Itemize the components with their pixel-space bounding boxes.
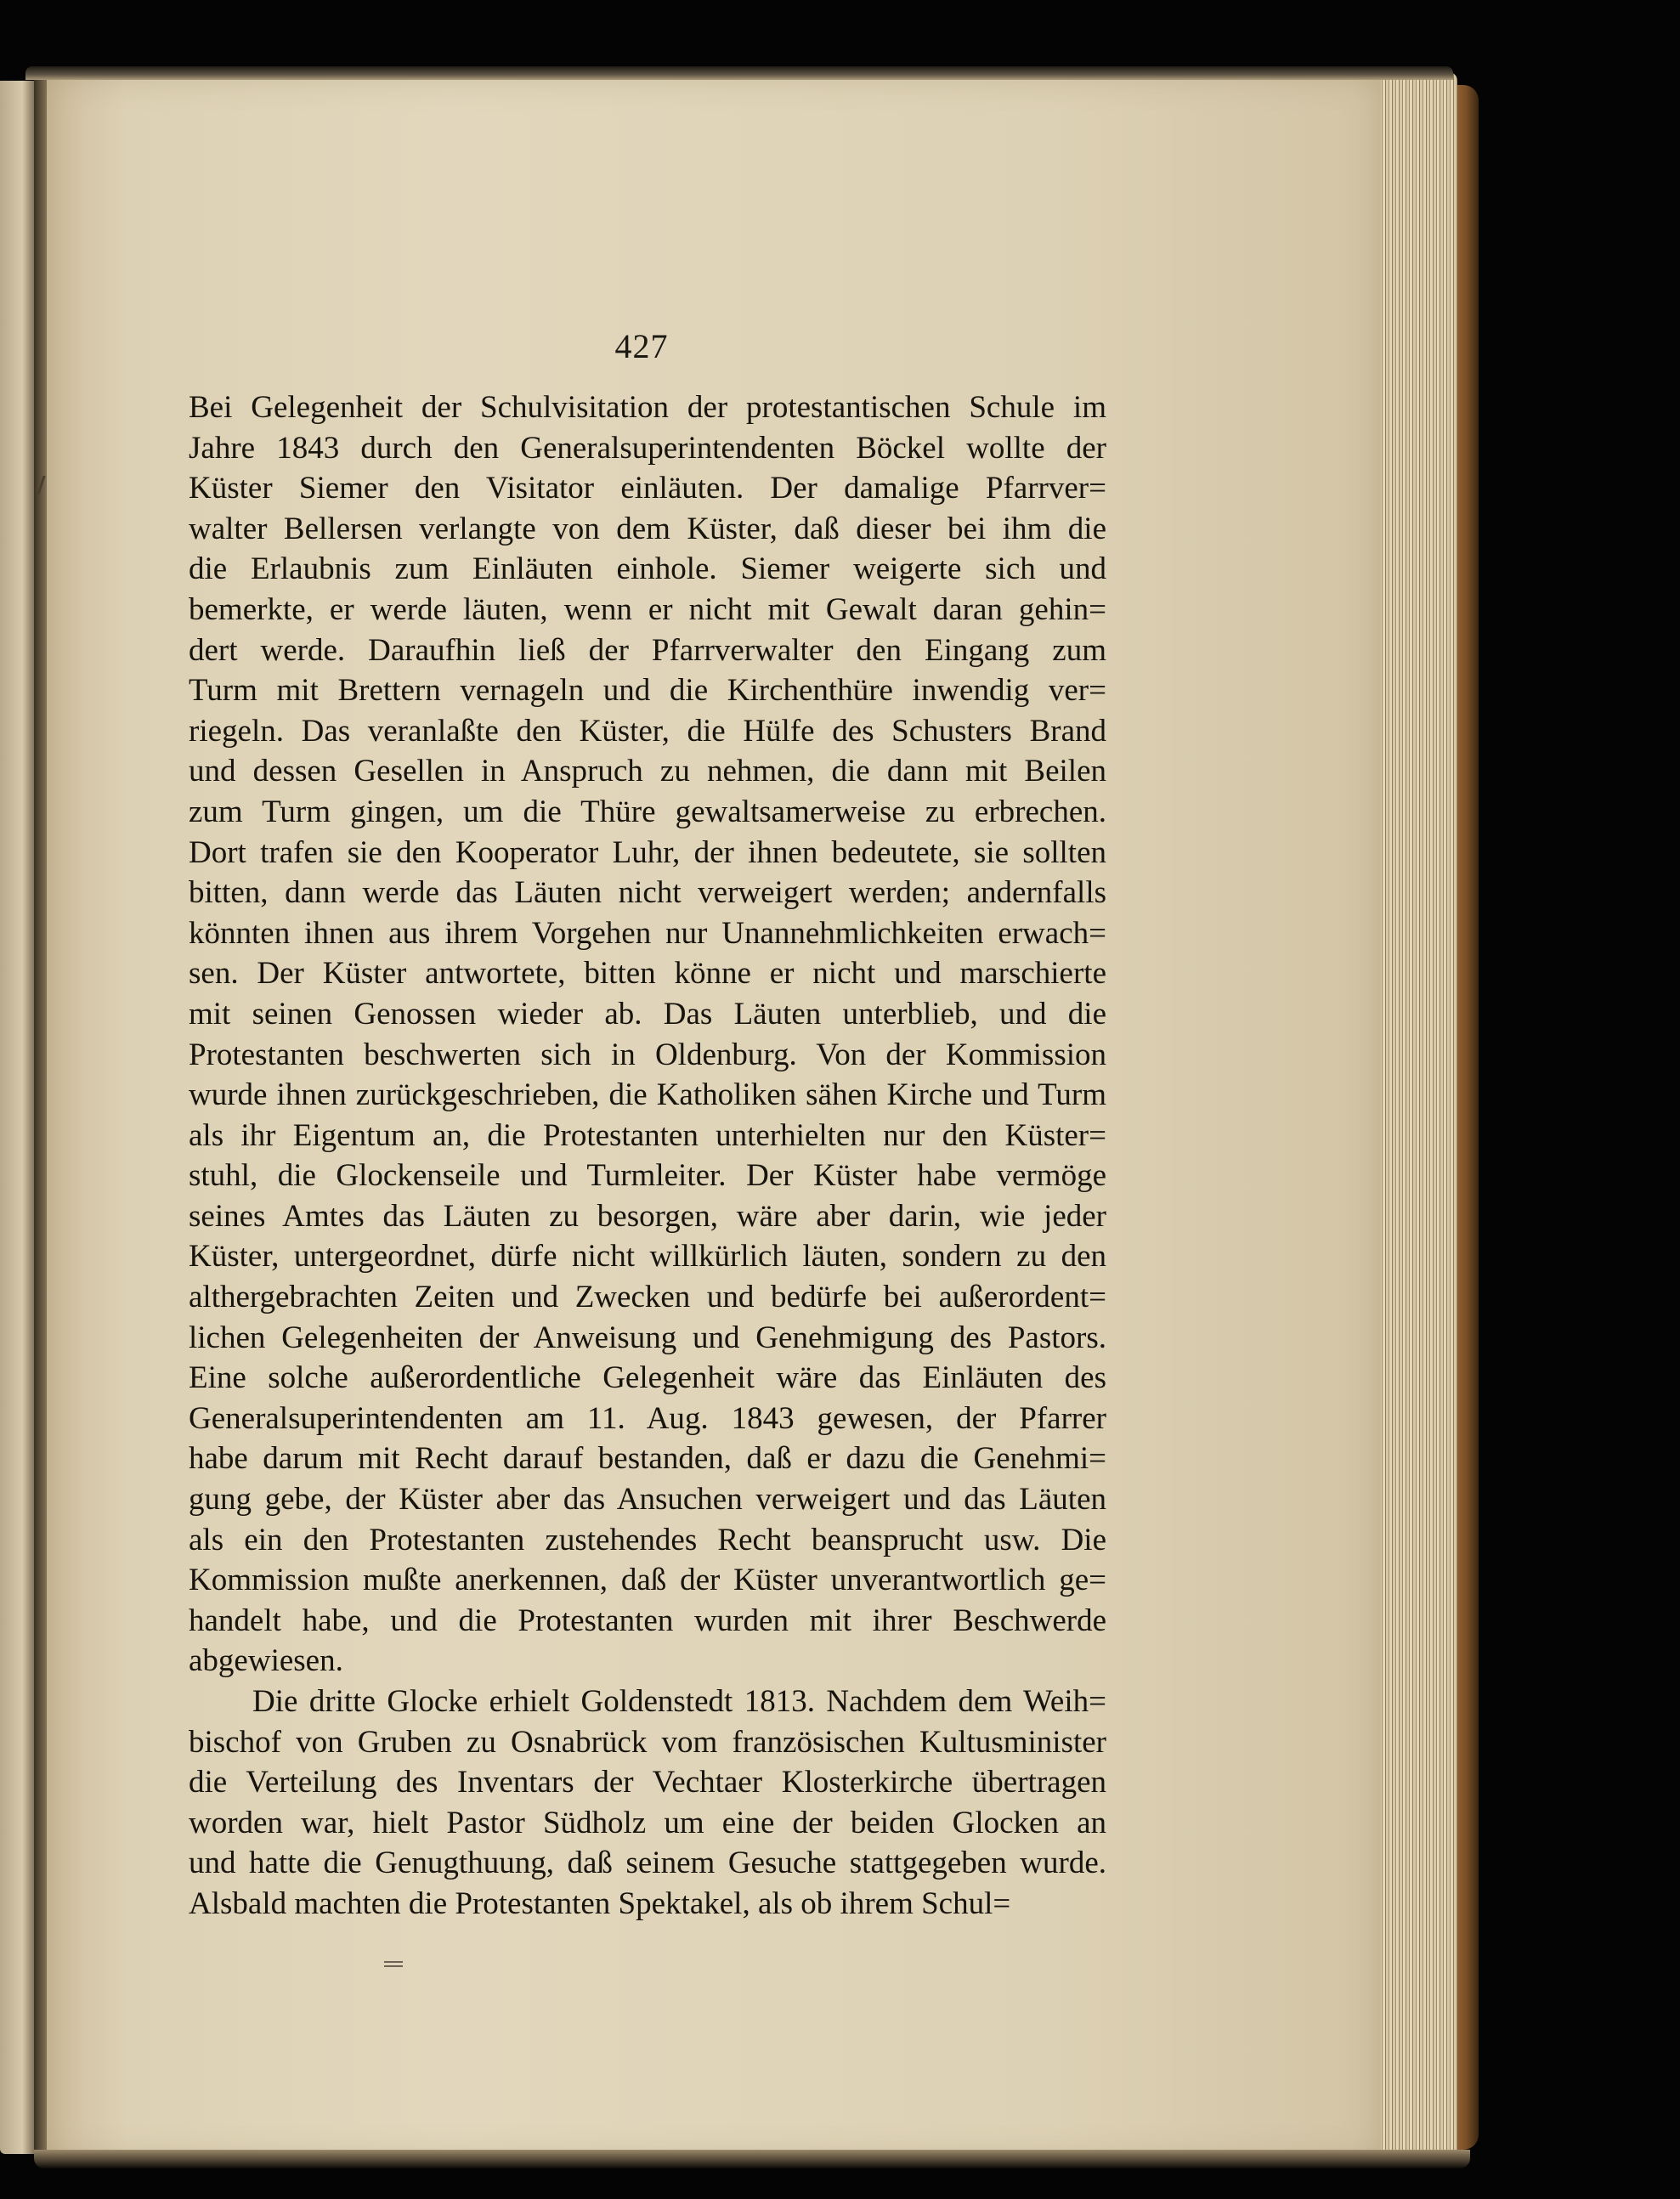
text-line: Bei Gelegenheit der Schulvisitation der protestantischen Schule im	[189, 390, 1106, 425]
text-line: dert werde. Daraufhin ließ der Pfarrverwalter den Eingang zum	[189, 632, 1106, 668]
text-line: Küster, untergeordnet, dürfe nicht willkürlich läuten, sondern zu den	[189, 1239, 1106, 1275]
text-line: wurde ihnen zurückgeschrieben, die Katholiken sähen Kirche und Turm	[189, 1077, 1106, 1113]
text-line: Dort trafen sie den Kooperator Luhr, der ihnen bedeutete, sie sollten	[189, 834, 1106, 870]
text-line: bischof von Gruben zu Osnabrück vom französischen Kultusminister	[189, 1724, 1106, 1760]
text-line: könnten ihnen aus ihrem Vorgehen nur Unannehmlichkeiten erwach=	[189, 915, 1106, 951]
text-line: Alsbald machten die Protestanten Spektakel, als ob ihrem Schul=	[189, 1885, 1011, 1921]
text-line: Turm mit Brettern vernageln und die Kirchenthüre inwendig ver=	[189, 673, 1106, 709]
text-line: Kommission mußte anerkennen, daß der Küster unverantwortlich ge=	[189, 1563, 1106, 1598]
text-line: bitten, dann werde das Läuten nicht verweigert werden; andernfalls	[189, 875, 1106, 911]
text-line: als ein den Protestanten zustehendes Recht beansprucht usw. Die	[189, 1522, 1106, 1557]
text-line: Die dritte Glocke erhielt Goldenstedt 1813. Nachdem dem Weih=	[252, 1684, 1106, 1719]
text-line: bemerkte, er werde läuten, wenn er nicht mit Gewalt daran gehin=	[189, 591, 1106, 627]
text-line: riegeln. Das veranlaßte den Küster, die Hülfe des Schusters Brand	[189, 713, 1106, 749]
text-line: als ihr Eigentum an, die Protestanten unterhielten nur den Küster=	[189, 1117, 1106, 1153]
text-line: und dessen Gesellen in Anspruch zu nehmen, die dann mit Beilen	[189, 754, 1106, 789]
book-page	[47, 75, 1381, 2161]
text-line: die Erlaubnis zum Einläuten einhole. Siemer weigerte sich und	[189, 551, 1106, 587]
text-line: handelt habe, und die Protestanten wurden mit ihrer Beschwerde	[189, 1603, 1106, 1638]
text-line: stuhl, die Glockenseile und Turmleiter. Der Küster habe vermöge	[189, 1158, 1106, 1194]
text-line: Jahre 1843 durch den Generalsuperintendenten Böckel wollte der	[189, 430, 1106, 466]
text-line: gung gebe, der Küster aber das Ansuchen verweigert und das Läuten	[189, 1482, 1106, 1518]
text-line: Eine solche außerordentliche Gelegenheit wäre das Einläuten des	[189, 1360, 1106, 1396]
text-line: seines Amtes das Läuten zu besorgen, wäre aber darin, wie jeder	[189, 1198, 1106, 1234]
text-line: mit seinen Genossen wieder ab. Das Läuten unterblieb, und die	[189, 996, 1106, 1032]
top-binding-edge	[25, 66, 1453, 80]
text-line: Protestanten beschwerten sich in Oldenburg. Von der Kommission	[189, 1037, 1106, 1072]
text-line: walter Bellersen verlangte von dem Küster, daß dieser bei ihm die	[189, 511, 1106, 546]
bottom-binding-edge	[34, 2150, 1470, 2168]
body-text	[189, 387, 1106, 1925]
text-line: zum Turm gingen, um die Thüre gewaltsamerweise zu erbrechen.	[189, 794, 1106, 829]
text-line: Küster Siemer den Visitator einläuten. Der damalige Pfarrver=	[189, 471, 1106, 506]
left-facing-page	[0, 81, 37, 2154]
text-line: abgewiesen.	[189, 1643, 343, 1679]
text-line: worden war, hielt Pastor Südholz um eine der beiden Glocken an	[189, 1805, 1106, 1840]
text-line: und hatte die Genugthuung, daß seinem Gesuche stattgegeben wurde.	[189, 1846, 1106, 1881]
printer-mark	[384, 1961, 403, 1967]
text-line: althergebrachten Zeiten und Zwecken und bedürfe bei außerordent=	[189, 1280, 1106, 1315]
text-line: habe darum mit Recht darauf bestanden, daß er dazu die Genehmi=	[189, 1441, 1106, 1477]
text-line: lichen Gelegenheiten der Anweisung und Genehmigung des Pastors.	[189, 1320, 1106, 1355]
text-line: Generalsuperintendenten am 11. Aug. 1843 gewesen, der Pfarrer	[189, 1400, 1106, 1436]
text-line: die Verteilung des Inventars der Vechtaer Klosterkirche übertragen	[189, 1765, 1106, 1800]
text-line: sen. Der Küster antwortete, bitten könne er nicht und marschierte	[189, 956, 1106, 992]
page-number: 427	[614, 327, 669, 365]
